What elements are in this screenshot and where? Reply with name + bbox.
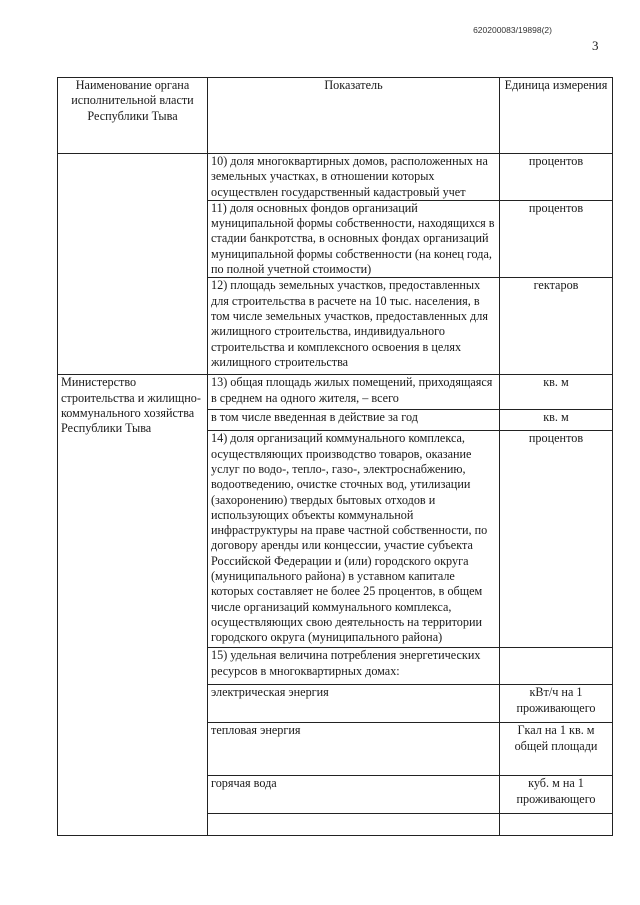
- column-header-unit: Единица измерения: [500, 78, 613, 154]
- table-header-row: [58, 78, 613, 154]
- indicator-cell: горячая вода: [208, 776, 500, 814]
- indicator-cell: электрическая энергия: [208, 685, 500, 723]
- indicator-cell: [208, 814, 500, 836]
- unit-cell: процентов: [500, 154, 613, 201]
- table-row: [58, 375, 613, 410]
- indicator-cell: в том числе введенная в действие за год: [208, 410, 500, 431]
- unit-cell: [500, 814, 613, 836]
- organ-cell: [58, 154, 208, 375]
- indicator-cell: 15) удельная величина потребления энергетических ресурсов в многоквартирных домах:: [208, 648, 500, 685]
- table-row: [58, 154, 613, 201]
- unit-cell: [500, 648, 613, 685]
- indicator-cell: 13) общая площадь жилых помещений, приходящаяся в среднем на одного жителя, – всего: [208, 375, 500, 410]
- column-header-organ: Наименование органа исполнительной власти Республики Тыва: [58, 78, 208, 154]
- indicator-cell: 11) доля основных фондов организаций муниципальной формы собственности, находящихся в стадии банкротства, в основных фондах организаций муниципальной формы собственности (на конец года, по полной учетной стоимости): [208, 200, 500, 277]
- indicators-table: [57, 77, 613, 836]
- organ-cell: Министерство строительства и жилищно-коммунального хозяйства Республики Тыва: [58, 375, 208, 836]
- unit-cell: Гкал на 1 кв. м общей площади: [500, 723, 613, 776]
- unit-cell: кВт/ч на 1 проживающего: [500, 685, 613, 723]
- indicator-cell: тепловая энергия: [208, 723, 500, 776]
- unit-cell: куб. м на 1 проживающего: [500, 776, 613, 814]
- unit-cell: кв. м: [500, 410, 613, 431]
- unit-cell: процентов: [500, 431, 613, 648]
- unit-cell: гектаров: [500, 278, 613, 375]
- unit-cell: процентов: [500, 200, 613, 277]
- indicator-cell: 10) доля многоквартирных домов, расположенных на земельных участках, в отношении которых осуществлен государственный кадастровый учет: [208, 154, 500, 201]
- page-number: 3: [592, 38, 599, 53]
- indicator-cell: 14) доля организаций коммунального комплекса, осуществляющих производство товаров, оказание услуг по водо-, тепло-, газо-, электроснабжению, водоотведению, очистке сточных вод, утилизации (захоронению) твердых бытовых отходов и использующих объекты коммунальной инфраструктуры на праве частной собственности, по договору аренды или концессии, участие субъекта Российской Федерации и (или) городского округа (муниципального района) в уставном капитале которых составляет не более 25 процентов, в общем числе организаций коммунального комплекса, осуществляющих свою деятельность на территории городского округа (муниципального района): [208, 431, 500, 648]
- column-header-indicator: Показатель: [208, 78, 500, 154]
- unit-cell: кв. м: [500, 375, 613, 410]
- indicator-cell: 12) площадь земельных участков, предоставленных для строительства в расчете на 10 тыс. населения, в том числе земельных участков, предоставленных для жилищного строительства, индивидуального строительства и комплексного освоения в целях жилищного строительства: [208, 278, 500, 375]
- document-id: 620200083/19898(2): [473, 25, 552, 35]
